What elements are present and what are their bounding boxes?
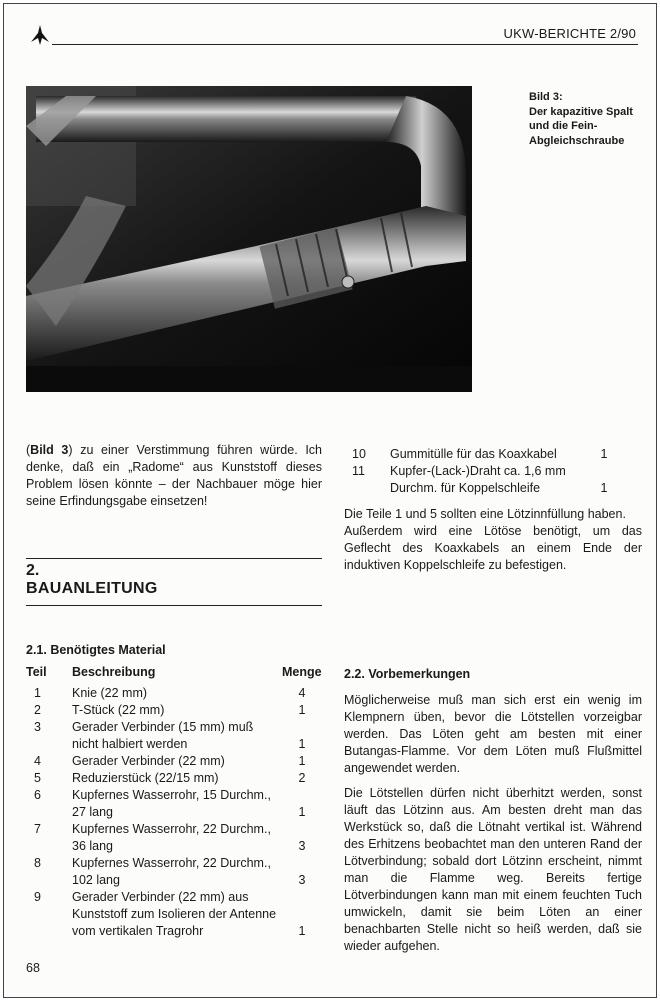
materials-table-body-continued	[344, 446, 624, 497]
part-description	[72, 719, 282, 753]
table-row	[26, 787, 322, 821]
section-title: BAUANLEITUNG	[26, 580, 158, 597]
part-description	[72, 685, 282, 702]
table-header-row	[26, 664, 322, 685]
description-line: Kunststoff zum Isolieren der Antenne	[72, 907, 277, 921]
intro-text: ) zu einer Verstimmung führen würde. Ich denke, daß ein „Radome“ aus Kunststoff dieses Problem lösen könnte – der Nachbauer möge hier seine Erfindungsgabe einsetzen!	[26, 443, 322, 508]
column-header-description: Beschreibung	[72, 665, 156, 679]
prelim-paragraph: Die Lötstellen dürfen nicht überhitzt werden, sonst läuft das Lötzinn aus. Am besten dreht man das Werkstück so, daß die Lötnaht vertikal ist. Während des Erhitzens beobachtet man den unteren Rand der Lötverbindung; sobald dort Lötzinn erscheint, nimmt man die Flamme weg. Bereits fertige Lötverbindungen kann man mit einem feuchten Tuch umwickeln, damit sie beim Löten an einer benachbarten Stelle nicht so heiß werden, daß sie wieder aufgehen.	[344, 786, 642, 953]
description-line: Gerader Verbinder (22 mm) aus	[72, 890, 249, 904]
materials-table-continued	[344, 446, 624, 497]
table-row	[26, 702, 322, 719]
part-quantity: 1	[298, 924, 306, 938]
description-line: nicht halbiert werden	[72, 737, 188, 751]
prelim-paragraph: Möglicherweise muß man sich erst ein wenig im Klempnern üben, bevor die Lötstellen vorzeigbar werden. Das Löten geht am besten mit einer Butangas-Flamme. Vor dem Löten muß Flußmittel angewendet werden.	[344, 693, 642, 775]
magazine-page	[3, 3, 657, 998]
section-rule-bottom	[26, 605, 322, 606]
prelim-text	[344, 692, 642, 955]
caption-line: und die Fein-	[529, 120, 598, 132]
part-description	[390, 446, 584, 463]
bird-logo-icon	[30, 24, 50, 46]
column-header-part: Teil	[26, 665, 47, 679]
description-line: Reduzierstück (22/15 mm)	[72, 771, 219, 785]
column-header-quantity: Menge	[282, 665, 322, 679]
copper-pipe-antenna-photo	[26, 86, 472, 392]
part-number: 3	[34, 720, 41, 734]
description-line: 27 lang	[72, 805, 114, 819]
description-line: Gerader Verbinder (15 mm) muß	[72, 720, 254, 734]
materials-continued	[344, 446, 642, 497]
section-rule-top	[26, 558, 322, 559]
description-line: Durchm. für Koppelschleife	[390, 481, 541, 495]
part-quantity: 4	[298, 686, 306, 700]
notes-paragraph: Die Teile 1 und 5 sollten eine Lötzinnfüllung haben.	[344, 507, 626, 521]
part-number: 7	[34, 822, 41, 836]
part-number: 2	[34, 703, 41, 717]
description-line: Knie (22 mm)	[72, 686, 148, 700]
part-number: 4	[34, 754, 41, 768]
table-row	[26, 753, 322, 770]
description-line: Gerader Verbinder (22 mm)	[72, 754, 225, 768]
description-line: Kupfer-(Lack-)Draht ca. 1,6 mm	[390, 464, 566, 478]
journal-header-title: UKW-BERICHTE 2/90	[503, 26, 636, 41]
caption-line: Der kapazitive Spalt	[529, 105, 633, 118]
description-line: Kupfernes Wasserrohr, 15 Durchm.,	[72, 788, 271, 802]
caption-line: Abgleichschraube	[529, 134, 625, 147]
section-number: 2.	[26, 562, 40, 579]
part-number: 8	[34, 856, 41, 870]
part-number: 9	[34, 890, 41, 904]
caption-line: Bild 3:	[529, 91, 563, 103]
table-row	[26, 770, 322, 787]
figure-reference: Bild 3	[30, 443, 69, 457]
description-line: 102 lang	[72, 873, 120, 887]
part-number: 10	[352, 447, 366, 461]
prelim-heading: 2.2. Vorbemerkungen	[344, 667, 471, 681]
materials-table-body	[26, 685, 322, 940]
description-line: vom vertikalen Tragrohr	[72, 924, 204, 938]
materials-list	[26, 664, 322, 940]
part-number: 1	[34, 686, 41, 700]
description-line: 36 lang	[72, 839, 114, 853]
part-quantity: 1	[298, 703, 306, 717]
part-number: 5	[34, 771, 41, 785]
description-line: Kupfernes Wasserrohr, 22 Durchm.,	[72, 822, 271, 836]
table-row	[26, 719, 322, 753]
part-description	[72, 753, 282, 770]
part-description	[72, 855, 282, 889]
part-quantity: 1	[600, 481, 608, 495]
part-description	[390, 463, 584, 497]
page-number: 68	[26, 961, 40, 975]
description-line: Kupfernes Wasserrohr, 22 Durchm.,	[72, 856, 271, 870]
notes-paragraph: Außerdem wird eine Lötöse benötigt, um das Geflecht des Koaxkabels an einem Ende der induktiven Koppelschleife zu befestigen.	[344, 524, 642, 572]
part-number: 11	[352, 464, 365, 478]
part-description	[72, 770, 282, 787]
part-description	[72, 889, 282, 940]
materials-table	[26, 664, 322, 940]
description-line: T-Stück (22 mm)	[72, 703, 165, 717]
table-row	[344, 446, 624, 463]
figure-caption	[529, 90, 649, 148]
part-quantity: 1	[298, 754, 306, 768]
table-row	[26, 889, 322, 940]
part-description	[72, 702, 282, 719]
part-description	[72, 821, 282, 855]
header-rule	[52, 44, 638, 45]
table-row	[26, 821, 322, 855]
part-description	[72, 787, 282, 821]
part-quantity: 1	[298, 737, 306, 751]
table-row	[26, 855, 322, 889]
part-number: 6	[34, 788, 41, 802]
part-quantity: 1	[298, 805, 306, 819]
table-row	[344, 463, 624, 497]
part-quantity: 2	[298, 771, 306, 785]
notes	[344, 506, 642, 574]
intro-paragraph: (Bild 3) zu einer Verstimmung führen würde. Ich denke, daß ein „Radome“ aus Kunststoff dieses Problem lösen könnte – der Nachbauer möge hier seine Erfindungsgabe einsetzen!	[26, 443, 322, 508]
part-quantity: 1	[600, 447, 608, 461]
part-quantity: 3	[298, 873, 306, 887]
table-row	[26, 685, 322, 702]
description-line: Gummitülle für das Koaxkabel	[390, 447, 557, 461]
materials-heading: 2.1. Benötigtes Material	[26, 643, 166, 657]
part-quantity: 3	[298, 839, 306, 853]
